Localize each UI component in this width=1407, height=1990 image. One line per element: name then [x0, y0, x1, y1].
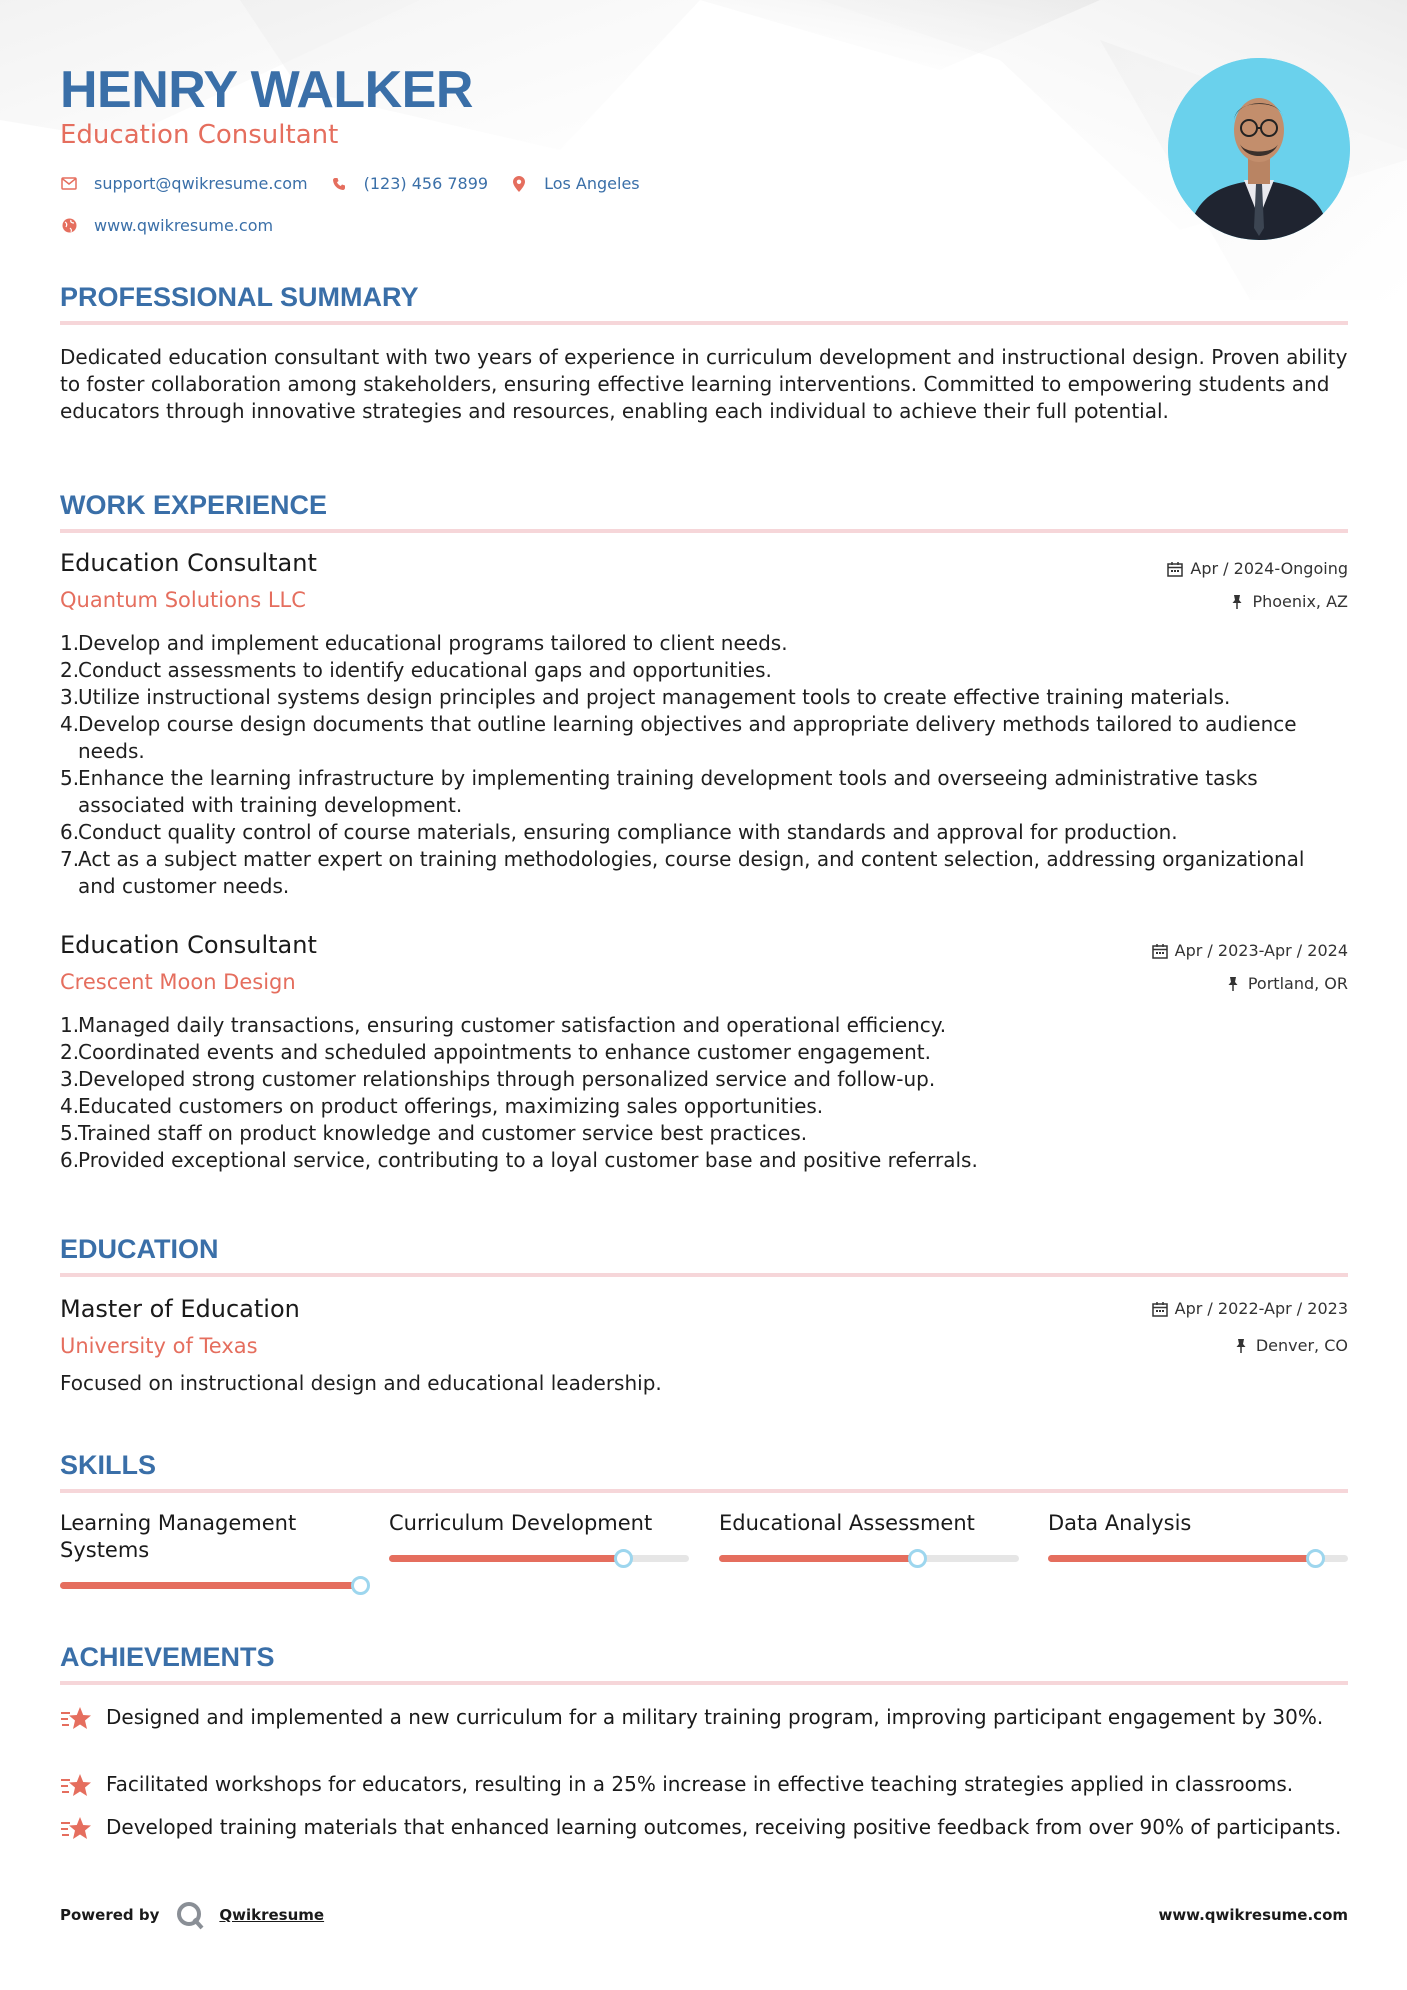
education-date-text: Apr / 2022-Apr / 2023 [1174, 1299, 1348, 1318]
job-location [1229, 592, 1348, 611]
envelope-icon [60, 175, 78, 193]
responsibility-item: Utilize instructional systems design principles and project management tools to create effective training materials. [78, 685, 1231, 709]
achievement-text: Designed and implemented a new curriculum for a military training program, improving participant engagement by 30%. [106, 1705, 1324, 1729]
achievements-heading: ACHIEVEMENTS [60, 1642, 275, 1672]
powered-by [60, 1900, 324, 1930]
job-date-text: Apr / 2024-Ongoing [1190, 559, 1348, 578]
website-item[interactable] [60, 216, 273, 235]
experience-heading: WORK EXPERIENCE [60, 490, 328, 520]
responsibility-item: Develop and implement educational programs tailored to client needs. [78, 631, 788, 655]
responsibility-item: Conduct assessments to identify educational gaps and opportunities. [78, 658, 772, 682]
calendar-icon [1152, 1301, 1168, 1317]
skill-level-bar [60, 1582, 360, 1589]
summary-text: Dedicated education consultant with two years of experience in curriculum development and instructional design. Proven ability to foster collaboration among stakeholders, ensuring effective learning interventions. Committed to empowering students and educators through innovative strategies and resources, enabling each individual to achieve their full potential. [60, 345, 1348, 423]
achievement-item [60, 1704, 1348, 1734]
skill-name: Educational Assessment [719, 1511, 975, 1535]
skill-level-knob [908, 1549, 927, 1568]
responsibility-item: Educated customers on product offerings, maximizing sales opportunities. [78, 1094, 824, 1118]
candidate-role: Education Consultant [60, 120, 339, 150]
map-pin-icon [510, 175, 528, 193]
education-heading: EDUCATION [60, 1234, 219, 1264]
footer-url[interactable]: www.qwikresume.com [1158, 1906, 1348, 1924]
location-text: Los Angeles [544, 174, 640, 193]
skill-level-bar [1048, 1555, 1348, 1562]
profile-photo [1168, 58, 1350, 240]
summary-divider [60, 321, 1348, 325]
skills-divider [60, 1489, 1348, 1493]
education-location [1233, 1336, 1348, 1355]
person-portrait-icon [1168, 58, 1350, 240]
pushpin-icon [1233, 1338, 1249, 1354]
pushpin-icon [1225, 976, 1241, 992]
skill-item [60, 1510, 360, 1564]
skill-name: Curriculum Development [389, 1511, 653, 1535]
brand-link[interactable]: Qwikresume [219, 1906, 325, 1924]
summary-heading: PROFESSIONAL SUMMARY [60, 282, 419, 312]
skill-level-fill [389, 1555, 623, 1562]
skill-level-fill [719, 1555, 917, 1562]
job-location-text: Portland, OR [1247, 974, 1348, 993]
skill-level-knob [614, 1549, 633, 1568]
calendar-icon [1167, 561, 1183, 577]
responsibility-item: Develop course design documents that outline learning objectives and appropriate delivery methods tailored to audience needs. [78, 712, 1297, 763]
skill-level-bar [719, 1555, 1019, 1562]
responsibility-item: Developed strong customer relationships through personalized service and follow-up. [78, 1067, 936, 1091]
email-item[interactable] [60, 174, 308, 193]
skill-item [1048, 1510, 1348, 1537]
responsibility-item: Managed daily transactions, ensuring customer satisfaction and operational efficiency. [78, 1013, 947, 1037]
email-text: support@qwikresume.com [94, 174, 308, 193]
skill-name: Data Analysis [1048, 1511, 1192, 1535]
achievement-text: Developed training materials that enhanced learning outcomes, receiving positive feedback from over 90% of participants. [106, 1815, 1342, 1839]
education-description: Focused on instructional design and educational leadership. [60, 1371, 662, 1395]
responsibility-item: Conduct quality control of course materials, ensuring compliance with standards and approval for production. [78, 820, 1178, 844]
education-date [1152, 1299, 1348, 1318]
footer [60, 1900, 1348, 1934]
pushpin-icon [1229, 594, 1245, 610]
skills-heading: SKILLS [60, 1450, 157, 1480]
skill-level-bar [389, 1555, 689, 1562]
shooting-star-icon [60, 1814, 92, 1844]
job-location [1225, 974, 1348, 993]
education-divider [60, 1273, 1348, 1277]
job-location-text: Phoenix, AZ [1252, 592, 1348, 611]
achievements-divider [60, 1681, 1348, 1685]
phone-text: (123) 456 7899 [363, 174, 489, 193]
job-company: Crescent Moon Design [60, 970, 296, 994]
responsibility-item: Provided exceptional service, contributing to a loyal customer base and positive referrals. [78, 1148, 978, 1172]
experience-divider [60, 529, 1348, 533]
shooting-star-icon [60, 1704, 92, 1734]
achievement-text: Facilitated workshops for educators, resulting in a 25% increase in effective teaching strategies applied in classrooms. [106, 1772, 1294, 1796]
job-responsibilities [60, 630, 1348, 900]
job-responsibilities [60, 1012, 1348, 1174]
responsibility-item: Act as a subject matter expert on training methodologies, course design, and content selection, addressing organizational and customer needs. [78, 847, 1305, 898]
location-item [510, 174, 640, 193]
website-row [60, 216, 295, 235]
shooting-star-icon [60, 1771, 92, 1801]
job-title: Education Consultant [60, 931, 317, 959]
phone-icon [330, 175, 348, 193]
degree-title: Master of Education [60, 1295, 300, 1323]
skill-name: Learning Management Systems [60, 1511, 297, 1562]
qwikresume-logo-icon [175, 1900, 205, 1930]
candidate-name: HENRY WALKER [60, 61, 473, 119]
education-location-text: Denver, CO [1255, 1336, 1348, 1355]
job-date-text: Apr / 2023-Apr / 2024 [1174, 941, 1348, 960]
calendar-icon [1152, 943, 1168, 959]
skill-level-knob [1306, 1549, 1325, 1568]
job-date [1167, 559, 1348, 578]
contact-row [60, 174, 662, 193]
job-company: Quantum Solutions LLC [60, 588, 306, 612]
skill-level-knob [351, 1576, 370, 1595]
responsibility-item: Trained staff on product knowledge and customer service best practices. [78, 1121, 808, 1145]
school-name: University of Texas [60, 1334, 258, 1358]
powered-by-label: Powered by [60, 1906, 160, 1924]
responsibility-item: Enhance the learning infrastructure by implementing training development tools and overseeing administrative tasks associated with training development. [78, 766, 1258, 817]
achievement-item [60, 1814, 1348, 1844]
website-text: www.qwikresume.com [94, 216, 274, 235]
phone-item[interactable] [330, 174, 488, 193]
achievement-item [60, 1771, 1348, 1801]
job-date [1152, 941, 1348, 960]
globe-icon [60, 217, 78, 235]
skill-item [389, 1510, 689, 1537]
skill-level-fill [60, 1582, 360, 1589]
responsibility-item: Coordinated events and scheduled appointments to enhance customer engagement. [78, 1040, 931, 1064]
skill-item [719, 1510, 1019, 1537]
job-title: Education Consultant [60, 549, 317, 577]
skill-level-fill [1048, 1555, 1315, 1562]
